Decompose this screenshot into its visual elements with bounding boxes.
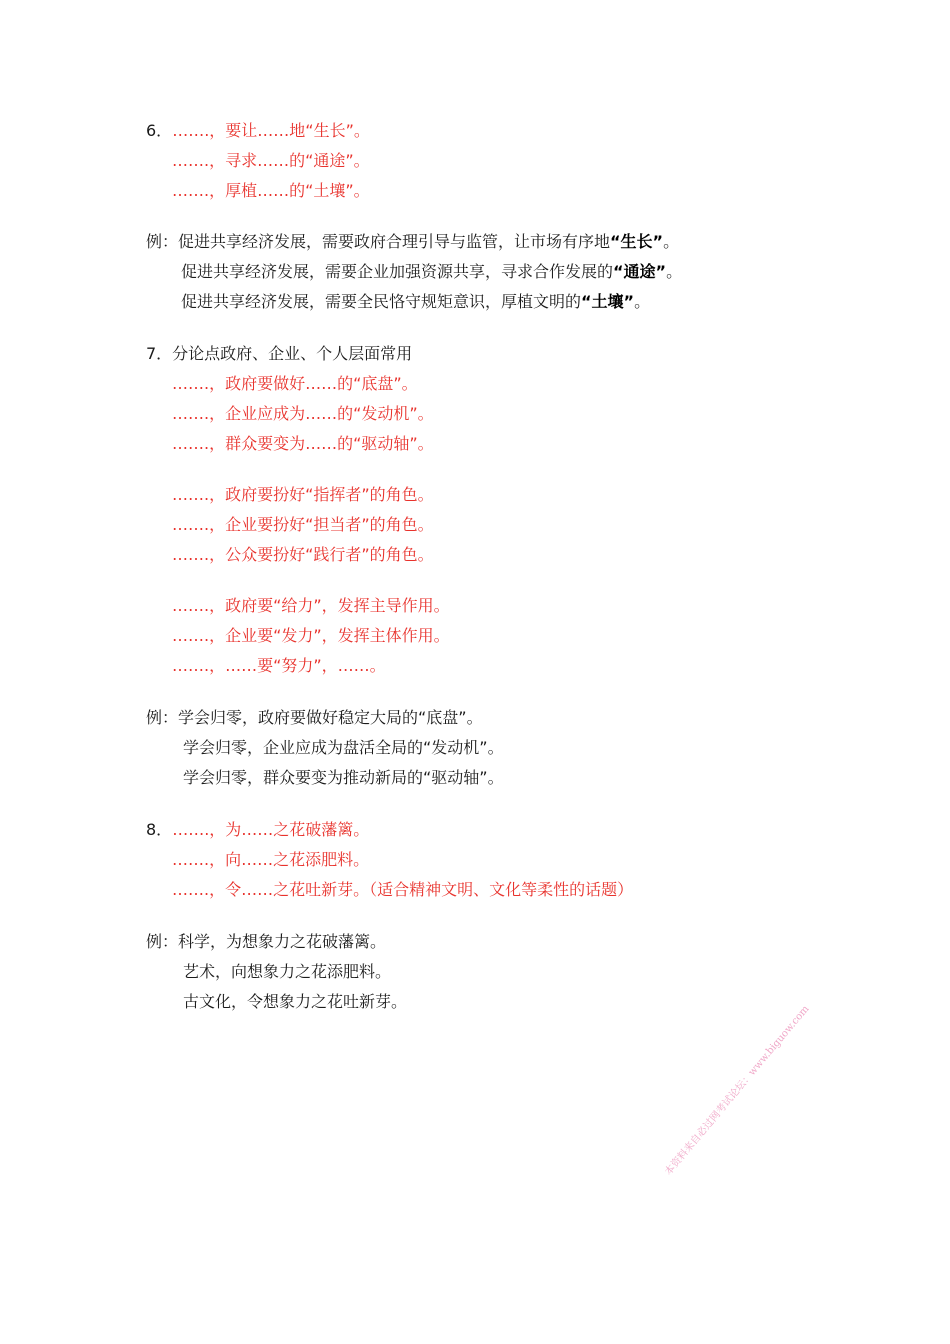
section-6-pattern-2: …….，寻求……的“通途”。: [172, 151, 370, 170]
section-8-number: 8．: [146, 820, 173, 839]
example-6-bold-3: “土壤”: [581, 292, 635, 311]
section-8-pattern-1: …….，为……之花破藩篱。: [172, 820, 370, 839]
example-6-text-1: 促进共享经济发展，需要政府合理引导与监管，让市场有序地: [178, 232, 611, 251]
example-8-line-1: 例：科学，为想象力之花破藩篱。: [146, 932, 387, 951]
example-6-line-3: [181, 292, 650, 312]
watermark: 本资料来自必过网考试论坛：www.biguow.com: [663, 1003, 812, 1178]
section-8-line-1: [146, 820, 369, 840]
section-7-group-3-line-2: …….，企业要“发力”，发挥主体作用。: [172, 626, 450, 645]
example-7-line-3: 学会归零，群众要变为推动新局的“驱动轴”。: [183, 768, 504, 787]
section-6-line-1: [146, 121, 370, 141]
section-7-group-2-line-3: …….，公众要扮好“践行者”的角色。: [172, 545, 434, 564]
section-7-group-2-line-1: …….，政府要扮好“指挥者”的角色。: [172, 485, 434, 504]
example-8-line-2: 艺术，向想象力之花添肥料。: [183, 962, 392, 981]
section-7-group-3-line-3: …….，……要“努力”，……。: [172, 656, 386, 675]
section-6-number: 6．: [146, 121, 173, 140]
section-7-group-3-line-1: …….，政府要“给力”，发挥主导作用。: [172, 596, 450, 615]
section-6-pattern-1: …….，要让……地“生长”。: [172, 121, 370, 140]
section-7-group-1-line-3: …….，群众要变为……的“驱动轴”。: [172, 434, 434, 453]
section-7-group-1-line-1: …….，政府要做好……的“底盘”。: [172, 374, 418, 393]
section-6-pattern-3: …….，厚植……的“土壤”。: [172, 181, 370, 200]
example-6-bold-2: “通途”: [613, 262, 667, 281]
section-7-group-2-line-2: …….，企业要扮好“担当者”的角色。: [172, 515, 434, 534]
example-6-end-1: 。: [663, 232, 680, 251]
example-7-line-1: 例：学会归零，政府要做好稳定大局的“底盘”。: [146, 708, 483, 727]
example-6-label: 例：: [146, 232, 179, 251]
section-8-pattern-2: …….，向……之花添肥料。: [172, 850, 370, 869]
section-8-pattern-3: …….，令……之花吐新芽。（适合精神文明、文化等柔性的话题）: [172, 880, 634, 899]
example-6-line-2: [181, 262, 682, 282]
example-6-end-2: 。: [666, 262, 683, 281]
example-6-text-2: 促进共享经济发展，需要企业加强资源共享，寻求合作发展的: [181, 262, 614, 281]
example-6-text-3: 促进共享经济发展，需要全民恪守规矩意识，厚植文明的: [181, 292, 582, 311]
example-6-bold-1: “生长”: [610, 232, 664, 251]
example-8-line-3: 古文化，令想象力之花吐新芽。: [183, 992, 408, 1011]
example-6-line-1: [146, 232, 679, 252]
example-6-end-3: 。: [634, 292, 651, 311]
example-7-line-2: 学会归零，企业应成为盘活全局的“发动机”。: [183, 738, 504, 757]
section-7-group-1-line-2: …….，企业应成为……的“发动机”。: [172, 404, 434, 423]
section-7-heading: 7．分论点政府、企业、个人层面常用: [146, 344, 413, 363]
